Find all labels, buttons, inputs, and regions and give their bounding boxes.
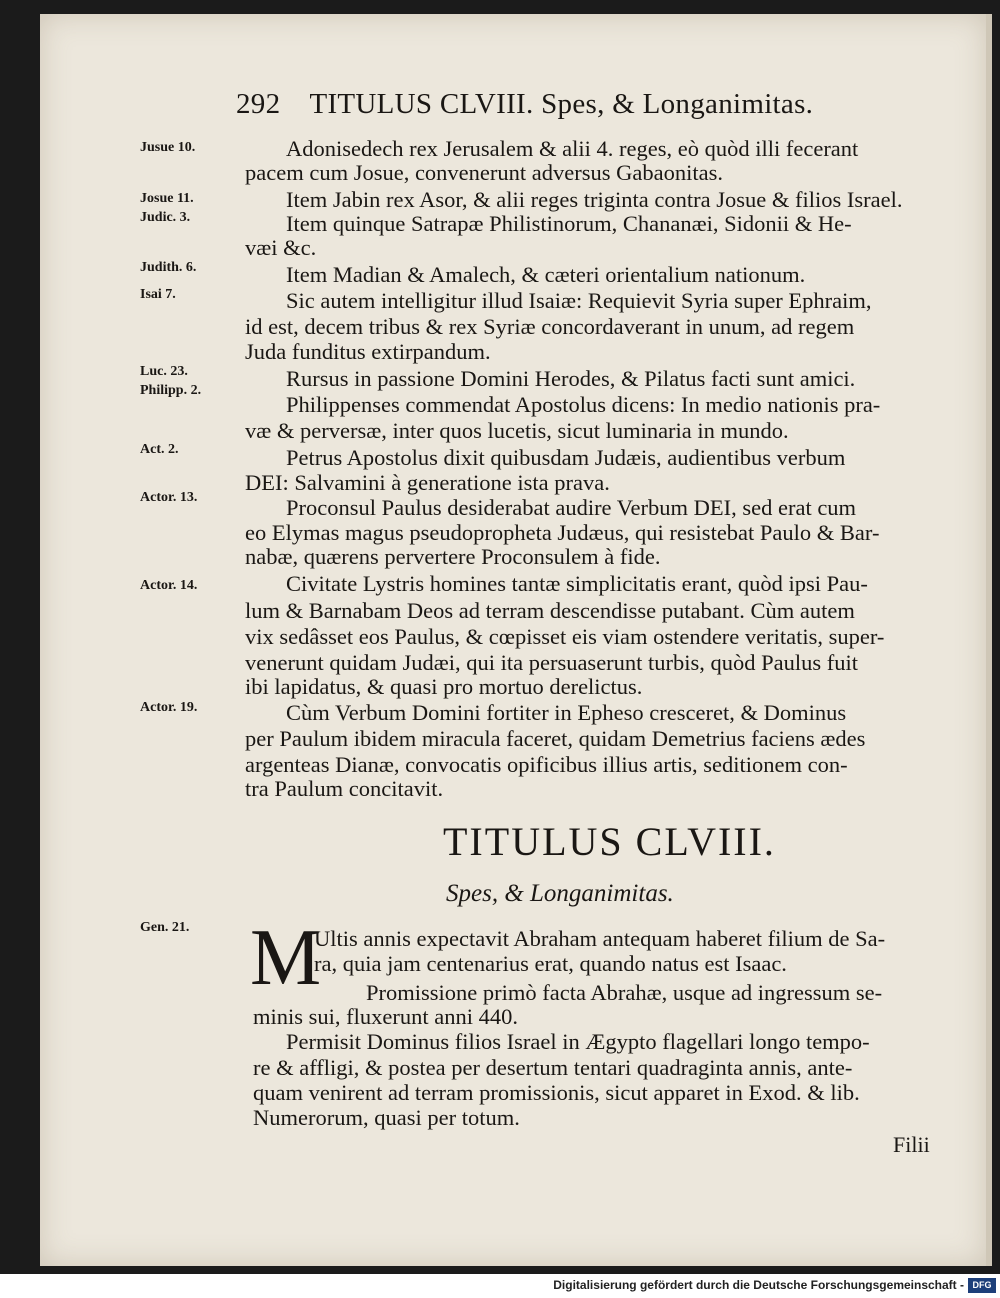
text-line: Ultis annis expectavit Abraham antequam haberet filium de Sa- [314,926,886,951]
catchword: Filii [893,1132,930,1157]
section-subtitle: Spes, & Longanimitas. [446,880,674,907]
section-title: TITULUS CLVIII. [443,819,776,864]
text-line: Cùm Verbum Domini fortiter in Epheso cresceret, & Dominus [286,700,847,725]
funding-credit: Digitalisierung gefördert durch die Deutsche Forschungsgemeinschaft - [553,1278,964,1292]
text-line: lum & Barnabam Deos ad terram descendisse putabant. Cùm autem [245,598,855,623]
text-line: Item Jabin rex Asor, & alii reges triginta contra Josue & filios Israel. [286,187,903,212]
margin-note: Jusue 10. [140,140,196,155]
text-line: nabæ, quærens pervertere Proconsulem à fide. [245,544,661,569]
text-line: argenteas Dianæ, convocatis opificibus illius artis, seditionem con- [245,752,848,777]
text-line: væi &c. [245,235,317,260]
digitization-footer [0,1274,1000,1298]
text-line: DEI: Salvamini à generatione ista prava. [245,470,610,495]
margin-note: Gen. 21. [140,920,190,935]
text-line: eo Elymas magus pseudopropheta Judæus, qui resistebat Paulo & Bar- [245,520,880,545]
text-line: Item quinque Satrapæ Philistinorum, Chananæi, Sidonii & He- [286,211,852,236]
text-line: Juda funditus extirpandum. [245,339,491,364]
text-line: venerunt quidam Judæi, qui ita persuaserunt turbis, quòd Paulus fuit [245,650,859,675]
text-line: Civitate Lystris homines tantæ simplicitatis erant, quòd ipsi Pau- [286,571,868,596]
margin-note: Act. 2. [140,442,179,457]
text-line: Proconsul Paulus desiderabat audire Verbum DEI, sed erat cum [286,495,857,520]
text-line: Petrus Apostolus dixit quibusdam Judæis, audientibus verbum [286,445,846,470]
text-line: re & affligi, & postea per desertum tentari quadraginta annis, ante- [253,1055,853,1080]
text-line: id est, decem tribus & rex Syriæ concordaverant in unum, ad regem [245,314,855,339]
margin-note: Philipp. 2. [140,383,202,398]
margin-note: Actor. 13. [140,490,198,505]
page-edge [986,14,992,1266]
margin-note: Luc. 23. [140,364,188,379]
text-line: væ & perversæ, inter quos lucetis, sicut luminaria in mundo. [245,418,789,443]
text-line: vix sedâsset eos Paulus, & cœpisset eis viam ostendere veritatis, super- [245,624,885,649]
text-line: pacem cum Josue, convenerunt adversus Gabaonitas. [245,160,723,185]
text-line: Item Madian & Amalech, & cæteri orientalium nationum. [286,262,806,287]
page-number: 292 [236,88,281,120]
margin-note: Josue 11. [140,191,194,206]
margin-note: Judic. 3. [140,210,191,225]
text-line: quam venirent ad terram promissionis, sicut apparet in Exod. & lib. [253,1080,860,1105]
margin-note: Judith. 6. [140,260,197,275]
margin-note: Isai 7. [140,287,176,302]
text-line: Philippenses commendat Apostolus dicens: In medio nationis pra- [286,392,881,417]
text-line: minis sui, fluxerunt anni 440. [253,1004,518,1029]
page-header [236,88,813,121]
dfg-logo: DFG [968,1278,996,1293]
text-line: Permisit Dominus filios Israel in Ægypto flagellari longo tempo- [286,1029,870,1054]
text-line: Sic autem intelligitur illud Isaiæ: Requievit Syria super Ephraim, [286,288,872,313]
running-title: TITULUS CLVIII. Spes, & Longanimitas. [309,88,814,120]
drop-cap: M [250,914,322,1002]
margin-note: Actor. 19. [140,700,198,715]
text-line: Rursus in passione Domini Herodes, & Pilatus facti sunt amici. [286,366,856,391]
text-line: per Paulum ibidem miracula faceret, quidam Demetrius faciens ædes [245,726,866,751]
text-line: tra Paulum concitavit. [245,776,444,801]
text-line: ibi lapidatus, & quasi pro mortuo derelictus. [245,674,643,699]
text-line: ra, quia jam centenarius erat, quando natus est Isaac. [314,951,787,976]
text-line: Promissione primò facta Abrahæ, usque ad ingressum se- [366,980,883,1005]
text-line: Numerorum, quasi per totum. [253,1105,520,1130]
margin-note: Actor. 14. [140,578,198,593]
text-line: Adonisedech rex Jerusalem & alii 4. reges, eò quòd illi fecerant [286,136,859,161]
